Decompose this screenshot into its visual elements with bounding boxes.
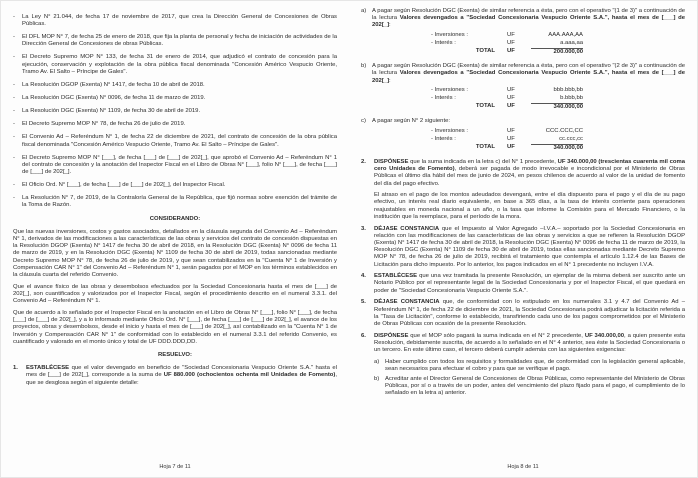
total-row	[431, 144, 583, 153]
item-text-part: , deberá ser pagada de modo irrevocable e incondicional por el Ministerio de Obras Públicas el último día hábil del mes de junio de 2024, en pesos chilenos de acuerdo al valor de la unidad de fomento del día del pago efectivo.	[374, 166, 685, 187]
page-footer: Hoja 8 de 11	[507, 464, 539, 471]
total-row	[431, 48, 583, 57]
row-label: - Interés :	[431, 135, 456, 142]
item-text-part: A pagar según Resolución DGC (Exenta) de similar referencia a ésta, pero con el operativo "(2 de 3)" a continuación de la lectura	[372, 63, 685, 77]
row-label: - Interés :	[431, 95, 456, 102]
page-left	[13, 8, 337, 473]
item-number: 4.	[361, 273, 366, 280]
item-text-part: A pagar según Resolución DGC (Exenta) de similar referencia a ésta, pero con el operativo "(1 de 3)" a continuación de la lectura	[372, 8, 685, 22]
resuelvo-heading: RESUELVO:	[158, 351, 192, 358]
recital-item	[13, 54, 337, 76]
total-value: 200.000,00	[531, 48, 583, 57]
item-text-part: que una vez tramitada la presente Resolución, un ejemplar de la misma deberá ser suscrito ante un Notario Público por el representante legal de la Sociedad Concesionaria y por el Inspector Fiscal, el que quedará en poder de "Sociedad Concesionaria Vespucio Oriente S.A.".	[374, 273, 685, 294]
recital-item	[13, 134, 337, 148]
item-body	[372, 63, 685, 85]
item-text-part: que el valor devengado en beneficio de "Sociedad Concesionaria Vespucio Oriente S.A." hasta el mes de [___] de 202[_], corresponde a la suma de	[26, 365, 337, 379]
row-label: - Inversiones :	[431, 128, 468, 135]
row-label: - Interés :	[431, 40, 456, 47]
recital-text: La Ley N° 21.044, de fecha 17 de noviembre de 2017, que crea la Dirección General de Concesiones de Obras Públicas.	[22, 13, 337, 28]
dash-marker: -	[13, 95, 15, 102]
recital-text: El Convenio Ad – Referéndum N° 1, de fecha 22 de diciembre de 2021, del contrato de concesión de la obra pública fiscal denominada "Concesión Américo Vespucio Oriente, Tramo Av. El Salto – Príncipe de Gales".	[22, 134, 337, 148]
recital-item	[13, 182, 337, 189]
considerando-paragraph: Que el avance físico de las obras y desembolsos efectuados por la Sociedad Concesionaria hasta el mes de [___] de 202[_], son cuantificados y valorizados por el Inspector Fiscal, según el procedimiento descrito en el numeral 3.3.1. del Convenio Ad – Referéndum N° 1.	[13, 283, 337, 305]
recital-item	[13, 14, 337, 28]
recital-list	[13, 14, 337, 210]
item-amount: UF 340.000,00 (trescientas cuarenta mil coma cero Unidades de Fomento)	[374, 158, 685, 173]
payment-table-c	[431, 128, 583, 153]
item-text-part: que la suma indicada en la letra c) del N° 1 precedente,	[408, 158, 558, 165]
dash-marker: -	[13, 121, 15, 128]
resolution-item-6	[361, 333, 685, 355]
considerando-paragraph: Que de acuerdo a lo señalado por el Inspector Fiscal en la anotación en el Libro de Obras N° [___], folio N° [___], de fecha [___] de [___] de 202[_], y a lo informado mediante Oficio Ord. N° [___], de fecha [___] de [___] de 202[_], el avance de los proyectos, obras y desembolsos, desde el inicio y hasta el mes de [___] de 202[_], así contabilizado en la "Cuenta N° 1 de Inversión y Compensación CAR N° 1" de conformidad con lo establecido en el numeral 3.3.1 del referido Convenio, es cuantificado y valorado en el monto único y total de UF DDD.DDD,DD.	[13, 309, 337, 345]
table-row	[431, 95, 583, 103]
recital-text: La Resolución DGOP (Exenta) N° 1417, de fecha 10 de abril de 2018.	[22, 81, 205, 88]
recital-text: El DFL MOP N° 7, de fecha 25 de enero de 2018, que fija la planta de personal y fecha de iniciación de actividades de la Dirección General de Concesiones de obras Públicas.	[22, 34, 337, 48]
item-letter: a)	[361, 8, 367, 14]
item-body: Acreditar ante el Director General de Concesiones de Obras Públicas, como representante del Ministerio de Obras Públicas, por sí o a través de un poder, antes del vencimiento del plazo fijado para el pago, el cumplimiento de lo señalado en la letra a) anterior.	[385, 375, 685, 397]
row-value: cc.ccc,cc	[559, 135, 583, 142]
total-label: TOTAL	[475, 48, 495, 55]
dash-marker: -	[13, 54, 15, 61]
considerando-heading: CONSIDERANDO:	[149, 215, 201, 222]
item-letter: b)	[361, 63, 367, 70]
item-body	[374, 226, 685, 269]
item-number: 6.	[361, 332, 366, 339]
item-letter: a)	[374, 358, 380, 365]
item-lead: DISPÓNESE	[374, 158, 409, 165]
recital-text: La Resolución DGC (Exenta) N° 1109, de fecha 30 de abril de 2019.	[22, 108, 201, 115]
dash-marker: -	[13, 81, 15, 88]
row-unit: UF	[507, 128, 515, 135]
item-text-part: , a quien presente esta Resolución, debidamente suscrita, de acuerdo a lo señalado en el N° 4 anterior, sea éste la Sociedad Concesionaria o un tercero. En este último caso, el tercero deberá cumplir además con las siguientes exigencias:	[374, 332, 685, 354]
item-bold-part: Valores devengados a "Sociedad Concesionaria Vespucio Oriente S.A.", hasta el mes de [___] de 202[_]	[372, 15, 686, 29]
row-value: b.bbb,bb	[560, 95, 583, 102]
item-text-part: :	[389, 77, 391, 84]
dash-marker: -	[13, 182, 15, 189]
resolution-item-4	[361, 273, 685, 295]
item-body	[374, 273, 685, 295]
payment-item-b	[361, 63, 685, 85]
recital-item	[13, 155, 337, 177]
requirement-item-b	[374, 376, 685, 398]
recital-item	[13, 108, 337, 115]
payment-table-a	[431, 32, 583, 57]
table-row	[431, 40, 583, 48]
item-body	[26, 365, 337, 387]
total-label: TOTAL	[475, 143, 495, 150]
table-row	[431, 128, 583, 136]
item-letter: c)	[361, 118, 366, 125]
item-number: 3.	[361, 225, 366, 232]
recital-text: El Decreto Supremo MOP N° 133, de fecha 31 de enero de 2014, que adjudicó el contrato de concesión para la ejecución, conservación y explotación de la obra pública fiscal denominada "Concesión Américo Vespucio Oriente, Tramo Av. El Salto – Príncipe de Gales".	[22, 54, 337, 75]
row-unit: UF	[507, 95, 515, 102]
resolution-item-3	[361, 226, 685, 269]
item-lead: ESTABLÉCESE	[26, 365, 70, 372]
total-value: 340.000,00	[531, 144, 583, 153]
recital-text: El Decreto Supremo MOP N° 78, de fecha 26 de julio de 2019.	[22, 121, 186, 128]
resolution-item-2	[361, 159, 685, 188]
item-lead: ESTABLÉCESE	[374, 273, 418, 280]
item-text-part: , que se desglosa según el siguiente detalle:	[26, 372, 338, 386]
table-row	[431, 136, 583, 144]
late-payment-paragraph: El atraso en el pago de los montos adeudados devengará, entre el día dispuesto para el pago y el día de su pago efectivo, un interés real diario equivalente, en base a 365 días, a la tasa de interés corriente para operaciones reajustables en moneda nacional a un año, o la tasa que informe la Comisión para el Mercado Financiero, o la institución que la reemplace, para el período de la mora.	[374, 192, 685, 220]
dash-marker: -	[13, 134, 15, 141]
item-body	[372, 8, 685, 30]
total-unit: UF	[507, 143, 515, 150]
table-row	[431, 32, 583, 40]
item-body	[372, 118, 685, 125]
item-body	[374, 299, 685, 328]
recital-text: El Oficio Ord. N° [___], de fecha [___] de [___] de 202[_], del Inspector Fiscal.	[22, 182, 226, 189]
row-value: bbb.bbb,bb	[553, 87, 583, 94]
table-row	[431, 87, 583, 95]
recital-text: El Decreto Supremo MOP N° [___], de fecha [___] de [___] de 202[_], que aprobó el Convenio Ad – Referéndum N° 1 del contrato de concesión y la anotación del Inspector Fiscal en el Libro de Obras N° [___], folio N° [___], de fecha [___] de [___] de 202[_].	[22, 154, 337, 176]
total-row	[431, 103, 583, 112]
item-body	[374, 159, 685, 188]
item-lead: DISPÓNESE	[374, 332, 409, 339]
considerando-paragraph: Que las nuevas inversiones, costos y gastos asociados, detallados en la cláusula segunda del Convenio Ad – Referéndum N° 1, derivados de las modificaciones a las características de las obras y servicios del contrato de concesión dispuestas en la Resolución DGOP (Exenta) N° 1417 de fecha 30 de abril de 2018, en la Resolución DGC (Exenta) N° 0096 de fecha 11 de marzo de 2019, y en la Resolución DGC (Exenta) N° 1109 de fecha 30 de abril de 2019, todas sancionadas mediante Decreto Supremo MOP N° 78, de fecha 26 de julio de 2019, y que sean contabilizados en la "Cuenta N° 1 de Inversión y Compensación CAR N° 1" del Convenio Ad – Referéndum N° 1, serán pagados por el MOP en los términos establecidos en la cláusula cuarta del referido Convenio.	[13, 228, 337, 279]
row-label: - Inversiones :	[431, 87, 468, 94]
dash-marker: -	[13, 108, 15, 115]
item-amount: UF 340.000,00	[584, 332, 625, 339]
row-unit: UF	[507, 87, 515, 94]
item-lead: DÉJASE CONSTANCIA	[374, 299, 440, 306]
payment-table-b	[431, 87, 583, 112]
total-unit: UF	[507, 103, 515, 110]
resolution-item-5	[361, 299, 685, 328]
item-text-part: que, de conformidad con lo estipulado en los numerales 3.1 y 4.7 del Convenio Ad – Referéndum N° 1, de fecha 22 de diciembre de 2021, la Sociedad Concesionaria podrá adjudicar la licitación referida a la "Tasa de Licitación", conforme lo establecido, transfiriendo cada uno de los pagos comprometidos por el Ministerio de Obras Públicas con ocasión de la presente Resolución.	[374, 299, 685, 327]
item-body: Haber cumplido con todos los requisitos y formalidades que, de conformidad con la legislación general aplicable, sean necesarios para efectuar el cobro y para que se verifique el pago.	[385, 358, 685, 372]
total-label: TOTAL	[475, 103, 495, 110]
row-unit: UF	[507, 135, 515, 142]
item-text-part: que el MOP sólo pagará la suma indicada en el N° 2 precedente,	[408, 332, 585, 339]
payment-item-a	[361, 8, 685, 30]
recital-item	[13, 82, 337, 89]
page-footer: Hoja 7 de 11	[159, 464, 191, 471]
total-unit: UF	[507, 48, 515, 55]
recital-text: La Resolución N° 7, de 2019, de la Contraloría General de la República, que fijó normas sobre exención del trámite de la Toma de Razón.	[22, 195, 337, 209]
item-amount: UF 880.000 (ochocientos ochenta mil Unidades de Fomento)	[163, 372, 336, 379]
row-value: a.aaa,aa	[560, 40, 583, 47]
item-number: 5.	[361, 299, 366, 306]
dash-marker: -	[13, 195, 15, 202]
resolution-item-1	[13, 365, 337, 387]
row-unit: UF	[507, 32, 515, 39]
dash-marker: -	[13, 154, 15, 161]
recital-item	[13, 34, 337, 48]
recital-text: La Resolución DGC (Exenta) N° 0096, de fecha 11 de marzo de 2019.	[22, 95, 206, 102]
payment-item-c	[361, 118, 685, 125]
row-value: AAA.AAA,AA	[548, 32, 583, 39]
item-number: 2.	[361, 158, 366, 165]
dash-marker: -	[13, 13, 15, 20]
page-right	[361, 8, 685, 473]
item-number: 1.	[13, 365, 18, 372]
item-body	[374, 333, 685, 355]
row-label: - Inversiones :	[431, 32, 468, 39]
recital-item	[13, 95, 337, 102]
item-bold-part: Valores devengados a "Sociedad Concesionaria Vespucio Oriente S.A.", hasta el mes de [___] de 202[_]	[372, 70, 686, 84]
total-value: 340.000,00	[531, 103, 583, 112]
item-text-part: A pagar según N° 2 siguiente:	[372, 118, 451, 125]
item-lead: DÉJASE CONSTANCIA	[374, 225, 440, 232]
recital-item	[13, 121, 337, 128]
row-unit: UF	[507, 40, 515, 47]
item-letter: b)	[374, 375, 380, 382]
item-text-part: que el Impuesto al Valor Agregado –I.V.A.– soportado por la Sociedad Concesionaria en relación con las modificaciones de las características de las obras y servicios a que se refieren la Resolución DGOP (Exenta) N° 1417 de fecha 30 de abril de 2018, la Resolución DGC (Exenta) N° 0096 de fecha 11 de marzo de 2019, la Resolución DGC (Exenta) N° 1109 de fecha 30 de abril de 2019, todas ellas sancionadas mediante Decreto Supremo MOP N° 78, de fecha 26 de julio de 2019, recibirá el tratamiento que contempla el artículo 1.12.4 de las Bases de Licitación para dicho impuesto. Por lo anterior, los pagos indicados en el N° 1 precedente no incluyen I.V.A.	[374, 225, 686, 268]
recital-item	[13, 195, 337, 209]
dash-marker: -	[13, 34, 15, 41]
row-value: CCC.CCC,CC	[545, 128, 583, 135]
requirement-item-a	[374, 359, 685, 373]
item-text-part: :	[389, 22, 391, 29]
